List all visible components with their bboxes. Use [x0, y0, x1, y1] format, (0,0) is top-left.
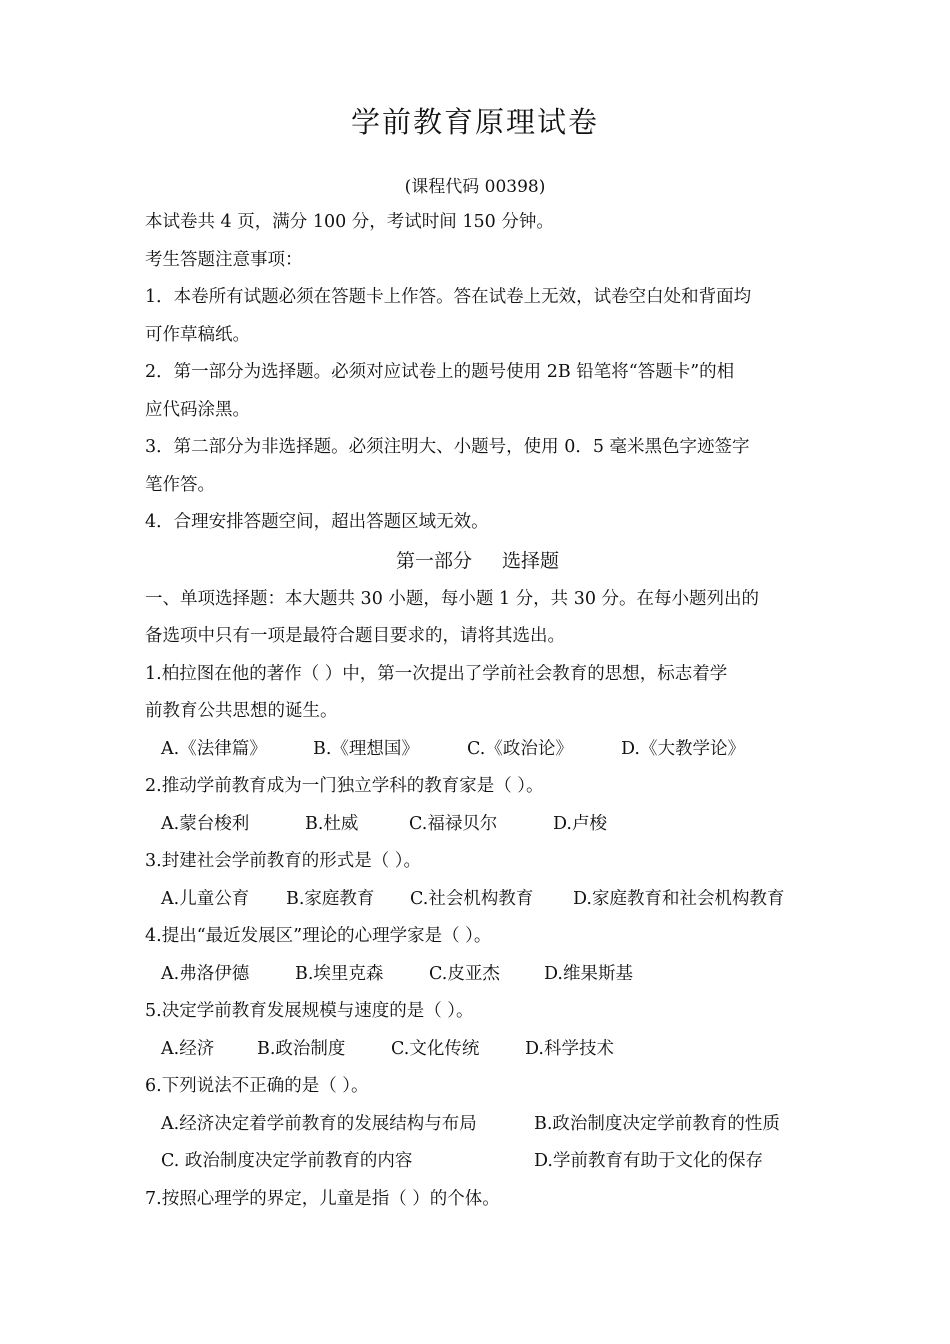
option-row [145, 806, 810, 844]
part1-heading-part: 第一部分 [395, 549, 472, 572]
option-a: A.蒙台梭利 [161, 813, 250, 834]
option-b: B.政治制度决定学前教育的性质 [534, 1113, 780, 1134]
notice-1-line-1: 1．本卷所有试题必须在答题卡上作答。答在试卷上无效，试卷空白处和背面均 [145, 287, 752, 307]
option-row [145, 956, 810, 994]
option-a: A.经济决定着学前教育的发展结构与布局 [161, 1113, 477, 1134]
question-stem-line: 4.提出“最近发展区”理论的心理学家是（ ）。 [145, 926, 492, 946]
option-c: C.社会机构教育 [410, 888, 534, 909]
option-c: C.文化传统 [391, 1038, 480, 1059]
option-b: B.政治制度 [257, 1038, 346, 1059]
question-2 [145, 768, 810, 843]
question-6 [145, 1068, 810, 1181]
option-row [145, 1106, 810, 1144]
question-stem-line: 前教育公共思想的诞生。 [145, 701, 338, 721]
option-b: B.家庭教育 [286, 888, 375, 909]
notice-4-line-1: 4．合理安排答题空间，超出答题区域无效。 [145, 512, 489, 532]
notice-1-line-2: 可作草稿纸。 [145, 324, 250, 345]
question-stem-line: 1.柏拉图在他的著作（ ）中，第一次提出了学前社会教育的思想，标志着学 [145, 663, 728, 684]
question-stem-line: 3.封建社会学前教育的形式是（ ）。 [145, 851, 422, 871]
notice-3-line-1: 3．第二部分为非选择题。必须注明大、小题号，使用 0．5 毫米黑色字迹签字 [145, 437, 750, 457]
notice-2-line-1: 2．第一部分为选择题。必须对应试卷上的题号使用 2B 铅笔将“答题卡”的相 [145, 362, 735, 382]
notice-2-line-2: 应代码涂黑。 [145, 399, 250, 420]
option-d: D.《大教学论》 [621, 738, 745, 759]
course-code: (课程代码 00398) [404, 177, 546, 197]
part1-heading [145, 542, 810, 581]
option-d: D.家庭教育和社会机构教育 [573, 888, 785, 909]
option-c: C. 政治制度决定学前教育的内容 [161, 1151, 413, 1171]
option-c: C.《政治论》 [467, 738, 573, 759]
option-row [145, 1143, 810, 1181]
option-d: D.维果斯基 [544, 963, 633, 984]
notice-3-line-2: 笔作答。 [145, 474, 215, 495]
option-row [145, 1031, 810, 1069]
question-1 [145, 656, 810, 769]
exam-content [145, 204, 810, 1218]
option-a: A.经济 [161, 1038, 215, 1059]
option-row [145, 731, 810, 769]
question-stem-line: 5.决定学前教育发展规模与速度的是（ ）。 [145, 1001, 474, 1021]
option-d: D.科学技术 [525, 1038, 614, 1059]
option-a: A.儿童公育 [161, 888, 250, 909]
option-b: B.埃里克森 [295, 963, 384, 984]
option-row [145, 881, 810, 919]
question-5 [145, 993, 810, 1068]
question-stem-line: 7.按照心理学的界定，儿童是指（ ）的个体。 [145, 1188, 500, 1209]
part1-instruction-line-1: 一、单项选择题：本大题共 30 小题，每小题 1 分，共 30 分。在每小题列出的 [145, 588, 760, 609]
option-b: B.杜威 [305, 813, 359, 834]
notice-list [145, 279, 810, 542]
part1-heading-type: 选择题 [502, 549, 560, 572]
question-stem-line: 2.推动学前教育成为一门独立学科的教育家是（ ）。 [145, 776, 544, 796]
option-a: A.弗洛伊德 [161, 963, 250, 984]
option-a: A.《法律篇》 [161, 738, 267, 759]
question-4 [145, 918, 810, 993]
option-c: C.皮亚杰 [429, 963, 500, 984]
option-c: C.福禄贝尔 [409, 813, 498, 834]
part1-instruction-line-2: 备选项中只有一项是最符合题目要求的，请将其选出。 [145, 626, 565, 646]
option-b: B.《理想国》 [313, 738, 419, 759]
question-7 [145, 1181, 810, 1219]
exam-summary: 本试卷共 4 页，满分 100 分，考试时间 150 分钟。 [145, 212, 554, 232]
question-stem-line: 6.下列说法不正确的是（ ）。 [145, 1076, 369, 1096]
exam-title: 学前教育原理试卷 [350, 105, 599, 139]
notice-heading: 考生答题注意事项： [145, 249, 303, 270]
option-d: D.卢梭 [553, 813, 607, 834]
question-3 [145, 843, 810, 918]
option-d: D.学前教育有助于文化的保存 [534, 1151, 763, 1171]
